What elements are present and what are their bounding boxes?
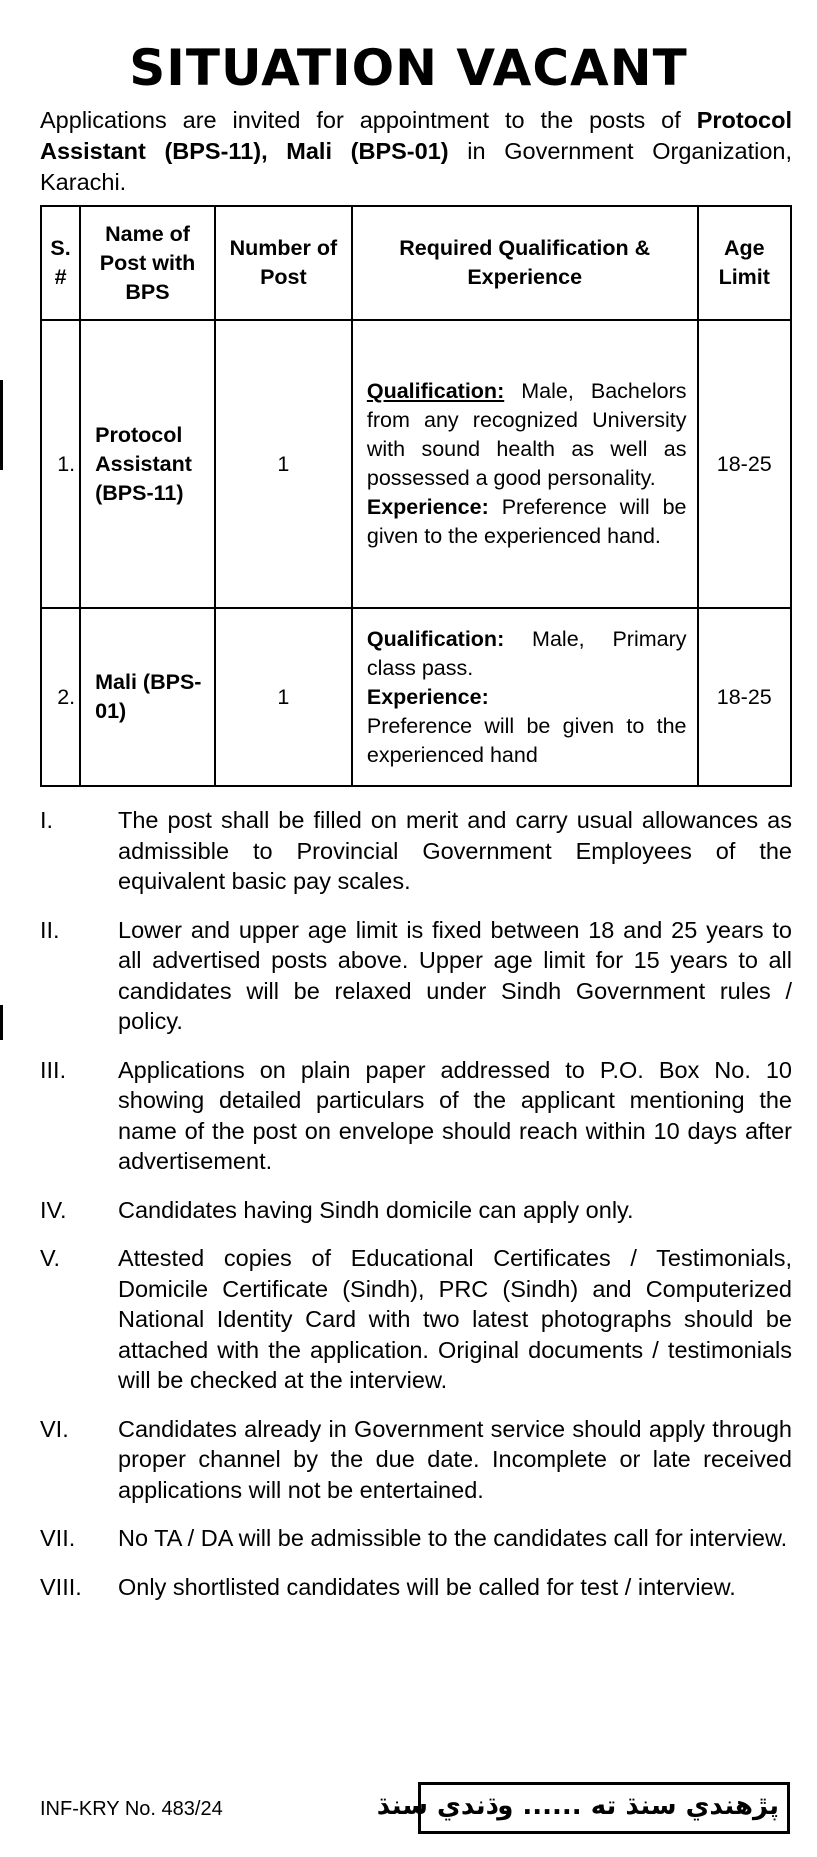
intro-paragraph (40, 105, 792, 198)
row-sn: 2. (41, 608, 80, 786)
item-number: V. (40, 1245, 61, 1271)
item-text: Applications on plain paper addressed to P.O. Box No. 10 showing detailed particulars of the applicant mentioning the name of the post on envelope should reach within 10 days after advertisement. (118, 1056, 792, 1174)
table-header-row (41, 206, 791, 320)
item-text: Only shortlisted candidates will be called for test / interview. (118, 1573, 736, 1600)
item-number: VI. (40, 1415, 69, 1442)
intro-posts: Protocol Assistant (BPS-11), Mali (BPS-01) (40, 107, 792, 164)
item-text: The post shall be filled on merit and carry usual allowances as admissible to Provincial Government Employees of the equivalent basic pay scales. (118, 807, 792, 894)
row-qualification (352, 320, 698, 608)
item-number: II. (40, 916, 60, 943)
item-number: III. (40, 1056, 67, 1083)
row-age-limit: 18-25 (698, 320, 792, 608)
item-number: I. (40, 807, 54, 833)
item-number: VIII. (40, 1573, 82, 1600)
qualification-label: Qualification: (366, 626, 505, 651)
header-age: Age Limit (698, 206, 792, 320)
scan-edge-mark (0, 1005, 3, 1040)
list-item (40, 1243, 792, 1396)
qualification-text: Male, Bachelors from any recognized University with sound health as well as possessed a good personality. (366, 379, 687, 490)
experience-label: Experience: (366, 495, 489, 519)
intro-text-end: in Government Organization, Karachi. (40, 138, 792, 195)
list-item (40, 805, 792, 897)
slogan-box (376, 1782, 790, 1834)
list-item (40, 1572, 792, 1603)
experience-text: Preference will be given to the experienced hand (366, 713, 687, 767)
header-qualification: Required Qualification & Experience (352, 206, 698, 320)
scan-edge-mark (0, 380, 3, 470)
row-sn: 1. (41, 320, 80, 608)
row-post-count: 1 (215, 608, 352, 786)
sindhi-slogan: پڙهندي سنڌ ته ...... وڌندي سنڌ (376, 1791, 779, 1821)
list-item (40, 915, 792, 1037)
item-text: Candidates already in Government service should apply through proper channel by the due date. Incomplete or late received applications will not be entertained. (118, 1415, 792, 1503)
row-post-name: Protocol Assistant (BPS-11) (80, 320, 215, 608)
experience-label: Experience: (366, 684, 489, 709)
qualification-text: Male, Primary class pass. (366, 626, 687, 680)
row-age-limit: 18-25 (698, 608, 792, 786)
item-text: Lower and upper age limit is fixed between 18 and 25 years to all advertised posts above. Upper age limit for 15 years to all candidates will be relaxed under Sindh Government rules / policy. (118, 916, 792, 1034)
item-text: No TA / DA will be admissible to the candidates call for interview. (118, 1525, 788, 1551)
header-number: Number of Post (215, 206, 352, 320)
item-number: VII. (40, 1525, 76, 1551)
header-sn: S. # (41, 206, 80, 320)
header-name: Name of Post with BPS (80, 206, 215, 320)
qualification-label: Qualification: (366, 379, 505, 403)
page-title: SITUATION VACANT (129, 39, 688, 97)
reference-number: INF-KRY No. 483/24 (40, 1798, 223, 1820)
table-row (41, 608, 791, 786)
list-item (40, 1055, 792, 1177)
item-number: IV. (40, 1196, 67, 1223)
item-text: Attested copies of Educational Certificates / Testimonials, Domicile Certificate (Sindh), PRC (Sindh) and Computerized National Identity Card with two latest photographs should be attached with the application. Original documents / testimonials will be checked at the interview. (118, 1245, 792, 1393)
table-row (41, 320, 791, 608)
intro-text: Applications are invited for appointment to the posts of (40, 107, 697, 133)
list-item (40, 1414, 792, 1506)
list-item (40, 1523, 792, 1554)
posts-table (40, 205, 792, 787)
row-qualification (352, 608, 698, 786)
conditions-list (40, 805, 792, 1620)
experience-text: Preference will be given to the experienced hand. (366, 495, 687, 548)
list-item (40, 1195, 792, 1226)
item-text: Candidates having Sindh domicile can apply only. (118, 1196, 634, 1223)
row-post-name: Mali (BPS-01) (80, 608, 215, 786)
row-post-count: 1 (215, 320, 352, 608)
